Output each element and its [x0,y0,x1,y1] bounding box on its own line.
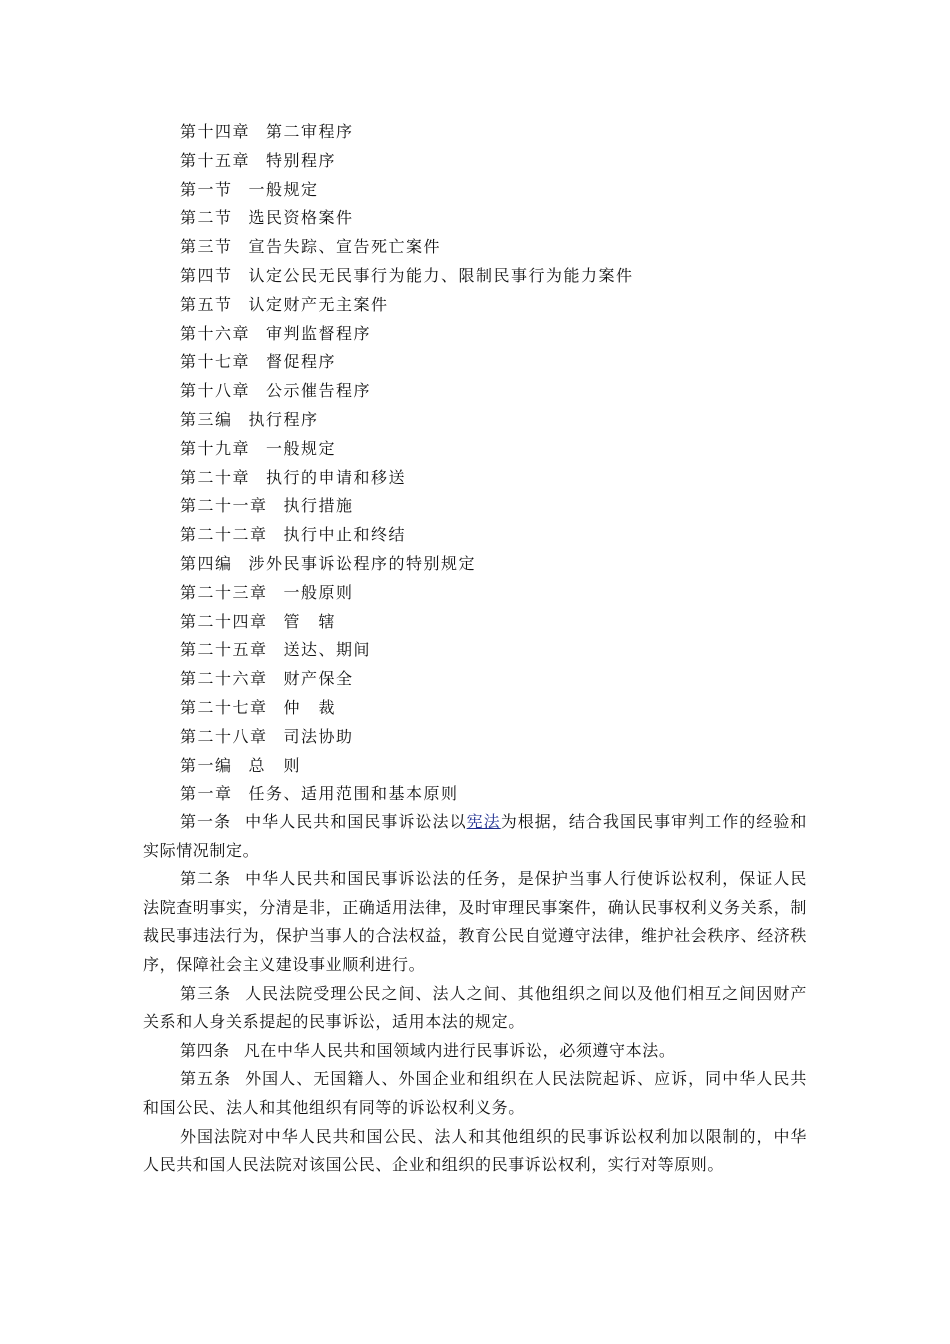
toc-number: 第二十一章 [180,496,268,516]
toc-number: 第二十五章 [180,640,268,660]
toc-title: 执行中止和终结 [283,525,407,545]
article-text: 外国法院对中华人民共和国公民、法人和其他组织的民事诉讼权利加以限制的，中华人民共和国人民法院对该国公民、企业和组织的民事诉讼权利，实行对等原则。 [143,1126,807,1175]
constitution-link[interactable]: 宪法 [466,812,501,831]
toc-number: 第二十七章 [180,697,268,717]
toc-title: 督促程序 [266,352,337,372]
toc-number: 第三编 [180,409,233,429]
toc-number: 第二十四章 [180,611,268,631]
toc-number: 第一章 [180,784,233,804]
toc-number: 第五节 [180,294,233,314]
article-text: 外国人、无国籍人、外国企业和组织在人民法院起诉、应诉，同中华人民共和国公民、法人和其他组织有同等的诉讼权利义务。 [143,1069,807,1117]
toc-title: 审判监督程序 [266,323,372,343]
toc-number: 第十七章 [180,352,251,372]
toc-line [180,262,820,291]
toc-number: 第十四章 [180,122,251,141]
toc-title: 执行措施 [283,496,354,516]
article-5-paragraph-2 [143,1123,807,1180]
toc-title: 一般规定 [248,179,319,199]
article-label: 第一条 [180,812,232,831]
article-label: 第三条 [180,983,232,1003]
toc-number: 第十五章 [180,150,251,170]
toc-line [180,377,820,406]
toc-number: 第一节 [180,179,233,199]
toc-line [180,636,820,665]
article-text: 中华人民共和国民事诉讼法的任务，是保护当事人行使诉讼权利，保证人民法院查明事实，分清是非，正确适用法律，及时审理民事案件，确认民事权利义务关系，制裁民事违法行为，保护当事人的合法权益，教育公民自觉遵守法律，维护社会秩序、经济秩序，保障社会主义建设事业顺利进行。 [143,869,808,974]
article-text: 为根据，结合我国民事审判工作的经验和实际情况制定。 [143,812,807,860]
article-text: 中华人民共和国民事诉讼法以 [245,812,467,831]
article-label: 第二条 [180,869,232,889]
toc-line [180,435,820,464]
toc-line [180,147,820,176]
article-1 [143,808,807,865]
toc-line [180,579,820,608]
toc-title: 执行的申请和移送 [266,467,407,487]
toc-line [180,464,820,493]
toc-line [180,204,820,233]
toc-number: 第十八章 [180,381,251,401]
toc-line [180,176,820,205]
toc-number: 第四编 [180,553,233,573]
article-text: 人民法院受理公民之间、法人之间、其他组织之间以及他们相互之间因财产关系和人身关系提起的民事诉讼，适用本法的规定。 [143,983,807,1032]
article-label: 第四条 [180,1040,230,1060]
toc-line [180,291,820,320]
toc-title: 认定公民无民事行为能力、限制民事行为能力案件 [248,265,634,285]
toc-line [180,550,820,579]
article-4 [143,1037,807,1066]
toc-number: 第一编 [180,755,233,775]
toc-number: 第三节 [180,237,233,257]
toc-line [180,320,820,349]
table-of-contents [180,118,820,809]
toc-line [180,723,820,752]
toc-number: 第二十章 [180,467,251,487]
toc-line [180,348,820,377]
toc-title: 公示催告程序 [266,381,372,401]
toc-line [180,665,820,694]
toc-line [180,118,820,147]
toc-title: 宣告失踪、宣告死亡案件 [248,237,442,257]
toc-line [180,608,820,637]
toc-title: 送达、期间 [283,640,372,660]
article-2 [143,865,807,979]
toc-title: 选民资格案件 [248,208,354,228]
toc-line [180,694,820,723]
toc-number: 第二十二章 [180,525,268,545]
article-5 [143,1065,807,1122]
toc-title: 管 辖 [283,611,337,631]
toc-title: 仲 裁 [283,697,337,717]
toc-title: 一般规定 [266,438,337,458]
toc-line [180,752,820,781]
toc-number: 第十六章 [180,323,251,343]
toc-line [180,780,820,809]
toc-title: 涉外民事诉讼程序的特别规定 [248,553,477,573]
toc-line [180,521,820,550]
toc-title: 第二审程序 [266,122,354,141]
toc-number: 第二十三章 [180,582,268,602]
toc-title: 一般原则 [283,582,354,602]
toc-number: 第四节 [180,265,233,285]
toc-number: 第二十六章 [180,669,268,689]
toc-title: 执行程序 [248,409,319,429]
toc-title: 财产保全 [283,669,354,689]
article-3 [143,980,807,1037]
toc-line [180,492,820,521]
toc-number: 第十九章 [180,438,251,458]
toc-title: 认定财产无主案件 [248,294,389,314]
article-label: 第五条 [180,1069,232,1089]
article-text: 凡在中华人民共和国领域内进行民事诉讼，必须遵守本法。 [243,1040,676,1060]
toc-title: 任务、适用范围和基本原则 [248,784,459,804]
toc-number: 第二节 [180,208,233,228]
toc-title: 司法协助 [283,726,354,746]
articles-body [143,808,807,1180]
toc-line [180,233,820,262]
toc-title: 总 则 [248,755,302,775]
toc-title: 特别程序 [266,150,337,170]
toc-number: 第二十八章 [180,726,268,746]
toc-line [180,406,820,435]
